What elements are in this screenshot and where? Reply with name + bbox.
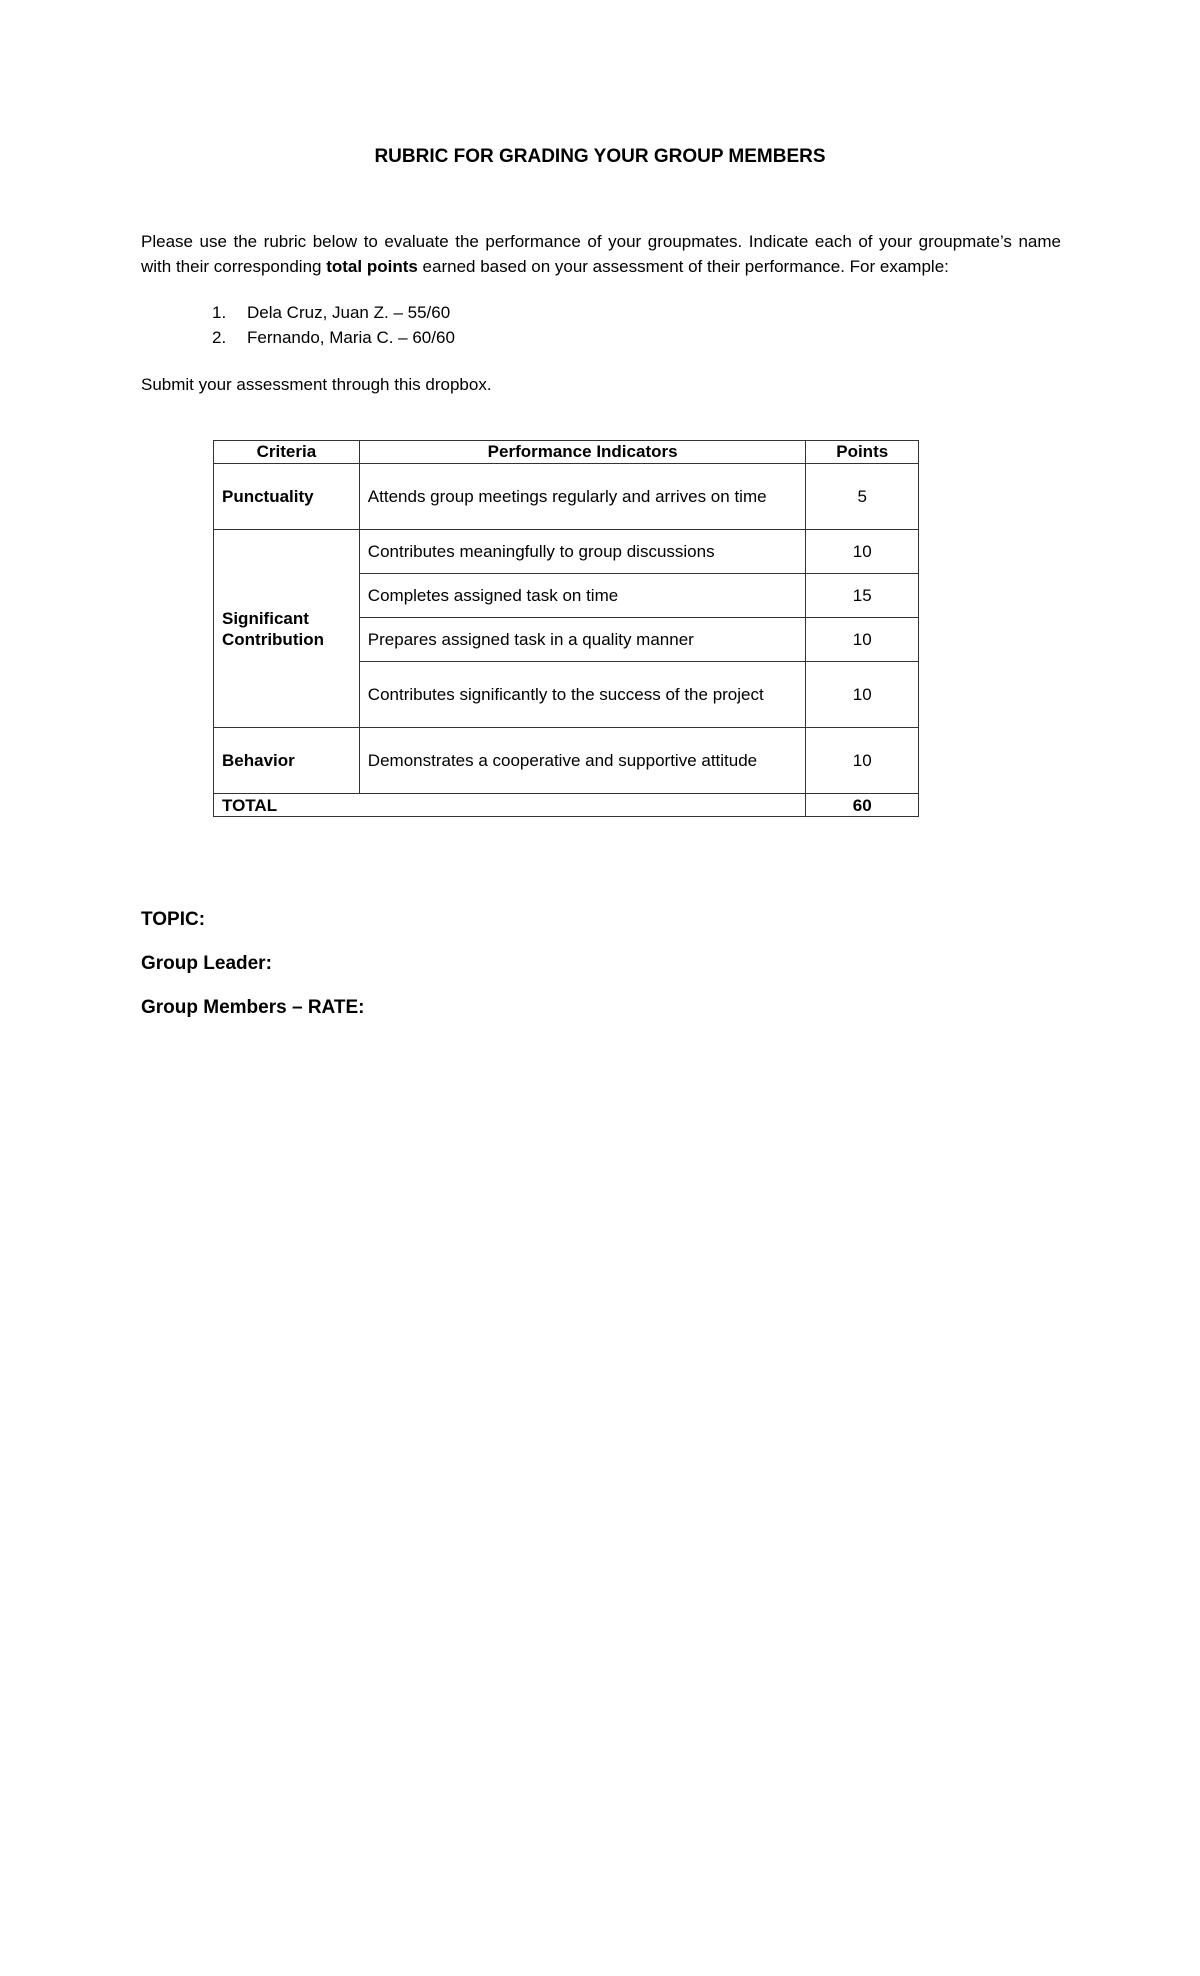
- indicator-cell: Contributes significantly to the success of the project: [359, 662, 806, 728]
- points-cell: 10: [806, 728, 919, 794]
- criteria-cell: Significant Contribution: [214, 530, 360, 728]
- points-header: Points: [806, 441, 919, 464]
- document-title: RUBRIC FOR GRADING YOUR GROUP MEMBERS: [374, 146, 826, 167]
- intro-text-1: Please use the rubric below to evaluate the performance of your groupmates. Indicate each of your groupmate’s name with their corresponding: [141, 232, 1061, 276]
- points-cell: 15: [806, 574, 919, 618]
- table-row: [214, 530, 919, 574]
- list-item: [141, 300, 455, 325]
- points-cell: 10: [806, 618, 919, 662]
- indicator-cell: Attends group meetings regularly and arrives on time: [359, 464, 806, 530]
- list-item: [141, 325, 455, 350]
- intro-bold-text: total points: [326, 257, 418, 276]
- list-item-number: 2.: [212, 328, 227, 347]
- table-header-row: [214, 441, 919, 464]
- total-row: [214, 794, 919, 817]
- group-leader-label: Group Leader:: [141, 953, 272, 974]
- rubric-table: [213, 440, 919, 817]
- table-row: [214, 464, 919, 530]
- indicator-cell: Demonstrates a cooperative and supportive attitude: [359, 728, 806, 794]
- points-cell: 10: [806, 530, 919, 574]
- criteria-header: Criteria: [214, 441, 360, 464]
- table-row: [214, 728, 919, 794]
- example-list: [141, 300, 455, 350]
- criteria-cell: Behavior: [214, 728, 360, 794]
- intro-paragraph: [141, 229, 1061, 279]
- intro-text-2: earned based on your assessment of their performance. For example:: [417, 257, 949, 276]
- indicator-cell: Prepares assigned task in a quality manner: [359, 618, 806, 662]
- points-cell: 5: [806, 464, 919, 530]
- total-points: 60: [806, 794, 919, 817]
- topic-label: TOPIC:: [141, 909, 206, 930]
- group-members-label: Group Members – RATE:: [141, 997, 365, 1018]
- list-item-number: 1.: [212, 303, 227, 322]
- submit-instruction: Submit your assessment through this dropbox.: [141, 375, 492, 394]
- points-cell: 10: [806, 662, 919, 728]
- list-item-text: Dela Cruz, Juan Z. – 55/60: [247, 303, 451, 322]
- indicator-cell: Contributes meaningfully to group discussions: [359, 530, 806, 574]
- list-item-text: Fernando, Maria C. – 60/60: [247, 328, 455, 347]
- criteria-cell: Punctuality: [214, 464, 360, 530]
- indicator-cell: Completes assigned task on time: [359, 574, 806, 618]
- indicators-header: Performance Indicators: [359, 441, 806, 464]
- total-label: TOTAL: [214, 794, 806, 817]
